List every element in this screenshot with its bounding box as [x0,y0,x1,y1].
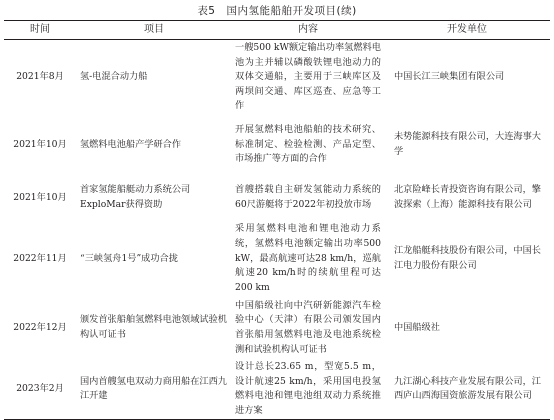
cell-unit: 江龙船艇科技股份有限公司，中国长江电力股份有限公司 [394,245,541,271]
table-header-row [4,21,550,40]
cell-content: 采用氢燃料电池和锂电池动力系统，氢燃料电池额定输出功率500 kW，最高航速可达28 km/h，巡航航速20 km/h时的续航里程可达200 km [235,223,381,293]
projects-table [4,20,550,420]
cell-time: 2021年10月 [13,191,67,203]
cell-unit: 未势能源科技有限公司，大连海事大学 [394,131,541,157]
table-row [4,175,550,221]
cell-project: “三峡氢舟1号”成功合拢 [80,252,178,264]
table-row [4,297,550,359]
cell-unit: 中国船级社 [394,321,440,333]
table-row [4,115,550,175]
cell-unit: 中国长江三峡集团有限公司 [394,71,505,83]
cell-content: 开展氢燃料电池船舶的技术研究、标准制定、检验检测、产品定型、市场推广等方面的合作 [235,124,381,165]
cell-content: 设计总长23.65 m，型宽5.5 m，设计航速25 km/h，采用国电投氢燃料电池和锂电池组双动力系统推进方案 [235,360,381,416]
header-time: 时间 [30,24,50,35]
table-caption: 表5 国内氢能船舶开发项目(续) [197,5,357,17]
cell-time: 2023年2月 [16,382,64,394]
cell-time: 2022年12月 [13,321,67,333]
header-project: 项目 [144,24,164,35]
cell-project: 氢燃料电池船产学研合作 [80,138,182,150]
header-content: 内容 [298,24,318,35]
table-row [4,40,550,115]
table-row [4,221,550,297]
cell-content: 一艘500 kW额定输出功率氢燃料电池为主并辅以磷酸铁锂电池动力的双体交通船，主要用于三峡库区及两坝间交通、库区巡查、应急等工作 [235,42,381,112]
cell-time: 2022年11月 [13,252,67,264]
cell-content: 首艘搭载自主研发氢能动力系统的60尺游艇将于2022年初投放市场 [235,184,381,210]
cell-project: 颁发首张船舶氢燃料电池领域试验机构认可证书 [80,314,227,340]
cell-unit: 北京险峰长青投资咨询有限公司，擎波探索（上海）能源科技有限公司 [394,184,541,210]
cell-time: 2021年10月 [13,138,67,150]
cell-project: 首家氢能船艇动力系统公司ExploMar获得资助 [80,184,191,210]
cell-project: 氢-电混合动力船 [80,71,148,83]
cell-time: 2021年8月 [16,71,64,83]
header-unit: 开发单位 [447,24,487,35]
cell-unit: 九江湖心科技产业发展有限公司，江西庐山西海国资旅游发展有限公司 [394,375,541,402]
cell-content: 中国船级社向中汽研新能源汽车检验中心（天津）有限公司颁发国内首张船用氢燃料电池及电池系统检测和试验机构认可证书 [235,299,381,355]
cell-project: 国内首艘氢电双动力商用船在江西九江开建 [80,375,227,402]
